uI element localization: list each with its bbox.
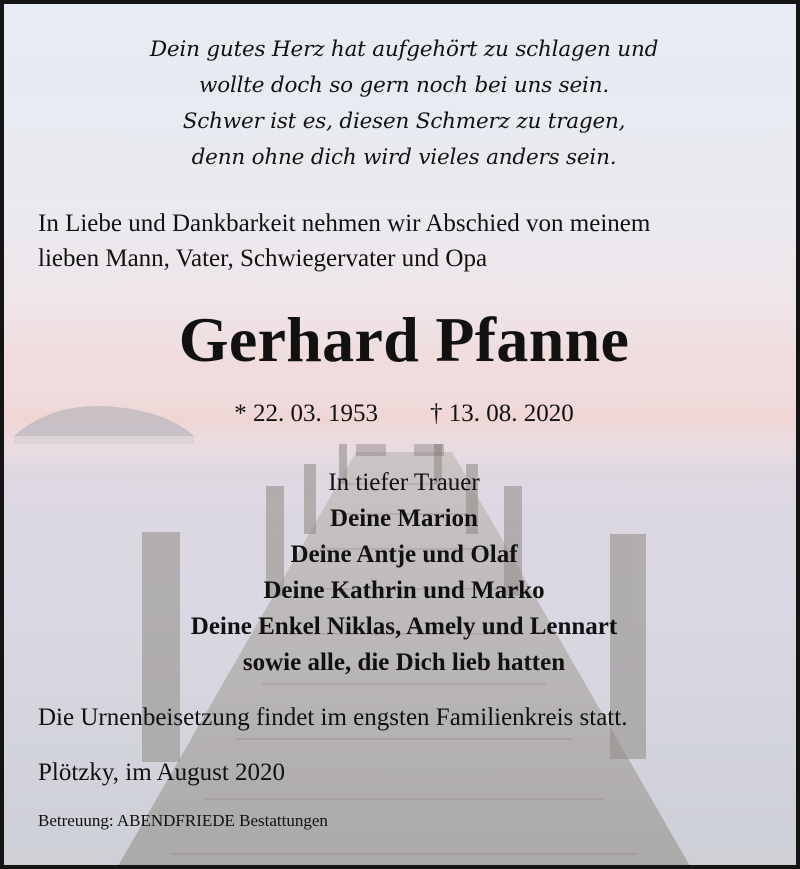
poem-line: Schwer ist es, diesen Schmerz zu tragen, xyxy=(182,109,626,134)
poem-line: denn ohne dich wird vieles anders sein. xyxy=(191,145,617,170)
deceased-name: Gerhard Pfanne xyxy=(178,304,630,375)
mourner-name: Deine Antje und Olaf xyxy=(290,541,518,568)
burial-note: Die Urnenbeisetzung findet im engsten Familienkreis statt. xyxy=(38,704,628,731)
poem-line: wollte doch so gern noch bei uns sein. xyxy=(199,73,609,98)
mourners-list xyxy=(4,465,800,681)
mourner-name: sowie alle, die Dich lieb hatten xyxy=(242,649,566,676)
life-dates xyxy=(4,397,800,431)
mourner-name: Deine Kathrin und Marko xyxy=(263,577,545,604)
poem-line: Dein gutes Herz hat aufgehört zu schlagen und xyxy=(149,37,659,62)
death-date: † 13. 08. 2020 xyxy=(430,400,574,427)
birth-date: * 22. 03. 1953 xyxy=(234,400,378,427)
memorial-poem xyxy=(4,32,800,176)
mourner-name: Deine Marion xyxy=(330,505,478,532)
farewell-intro xyxy=(38,206,778,276)
obituary-content xyxy=(4,4,800,869)
intro-line: lieben Mann, Vater, Schwiegervater und Opa xyxy=(38,245,488,272)
mourner-name: Deine Enkel Niklas, Amely und Lennart xyxy=(190,613,618,640)
place-and-date: Plötzky, im August 2020 xyxy=(38,759,286,786)
funeral-home-credit: Betreuung: ABENDFRIEDE Bestattungen xyxy=(38,811,328,830)
intro-line: In Liebe und Dankbarkeit nehmen wir Abschied von meinem xyxy=(38,210,651,237)
mourners-lead: In tiefer Trauer xyxy=(328,469,480,496)
